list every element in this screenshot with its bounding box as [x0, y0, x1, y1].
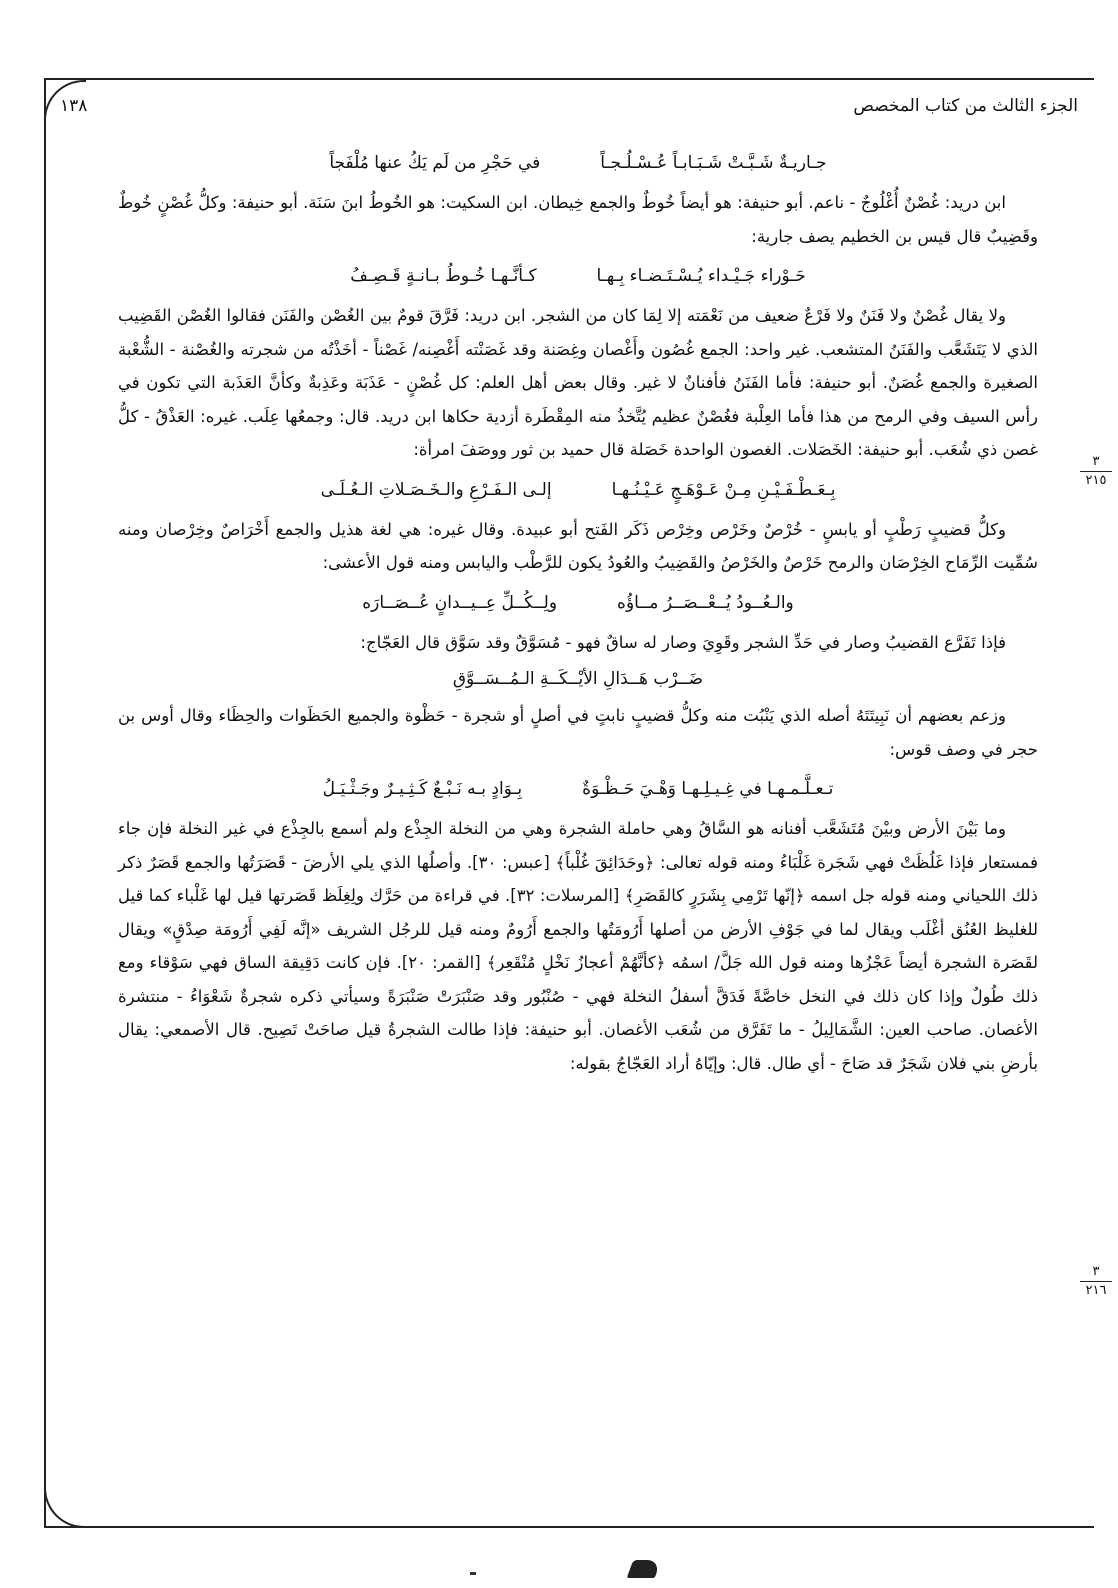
scan-dot [470, 1572, 476, 1575]
paragraph: ابن دريد: غُصْنٌ أُغْلُوجٌ - ناعم. أبو حنيفة: هو أيضاً خُوطٌ والجمع خِيطان. ابن السكيت: هو الخُوطُ ابنَ سَنَة. أبو حنيفة: وكلُّ غُصْنٍ خُوطٌ وقَضِيبٌ قال قيس بن الخطيم يصف جارية: [118, 193, 1038, 246]
verse-first-hemistich: والـعُــودُ يُــعْــصَــرُ مــاؤُه [617, 592, 794, 613]
margin-ref-page: ٢١٥ [1085, 473, 1107, 488]
verse-second-hemistich: إلـى الـفَـرْعِ والـخَـصَـلاتِ الـعُـلَـى [320, 479, 552, 500]
paragraph: وما بَيْنَ الأرض وبيْنَ مُتَشَعَّب أفنانه هو السَّاقُ وهي حاملة الشجرة وهي من النخلة الجِذْع ولم أسمع بالجِذْع في غير النخلة فإن جاء فمستعار فإذا غَلُظَتْ فهي شَجَرة غَلْبَاءُ ومنه قوله تعالى: ﴿وحَدَائِقَ غُلْباً﴾ [عبس: ٣٠]. وأصلُها الذي يلي الأرضَ - قَصَرَتُها والجمع قَصَرٌ ذكر ذلك اللحياني ومنه قوله جل اسمه ﴿إنّها تَرْمِي بِشَرَرٍ كالقَصَرِ﴾ [المرسلات: ٣٢]. في قراءة من حَرَّك ولِغِلَظ قَصَرتها قيل لها غَلْباء كما قيل للغليظ العُنُق أغْلَب ويقال لما في جَوْفِ الأرض من أصلها أَرُومَتُها والجمع أَرُومٌ ومنه قيل للرجُل الشريف «إنَّه لَفِي أَرُومَة صِدْقٍ» ويقال لقَصَرة الشجرة أيضاً عَجْزُها ومنه قول الله جَلَّ/ اسمُه ﴿كأنَّهُمْ أعجازُ نَخْلٍ مُنْقَعِر﴾ [القمر: ٢٠]. فإن كانت دَقِيقة الساق فهي سَوْقاء ومع ذلك طُولٌ وإذا كان ذلك في النخل خاصَّةً فَدَقَّ أسفلُ النخلة فهي - صُنْبُور وقد صَنْبَرَتْ صَنْبَرَةً وسيأتي ذكره شجرةٌ شَعْوَاءُ - منتشرة الأغصان. صاحب العين: الشَّمَالِيلُ - ما تَفَرَّق من شُعَب الأغصان. أبو حنيفة: فإذا طالت الشجرةُ قيل صاحَتْ تَصِيح. قال الأصمعي: يقال بأرضِ بني فلان شَجَرٌ قد صَاحَ - أي طال. قال: وإيّاهُ أراد العَجّاجُ بقوله: [118, 819, 1038, 1073]
verse-second-hemistich: في حَجْرِ من لَم يَكُ عنها مُلْفَجاً [329, 153, 541, 173]
header-title: الجزء الثالث من كتاب المخصص [853, 96, 1078, 116]
verse-first-hemistich: تـعـلَّـمـهـا في غِـيـلِـهـا وَهْـيَ حَـظْـوَةٌ [582, 779, 834, 799]
verse-second-hemistich: ولِــكُــلِّ عِــيــدانٍ عُــصَــارَه [362, 592, 558, 613]
verse-first-hemistich: بِـعَـطْـفَـيْـنِ مِـنْ عَـوْهَـجٍ عَـيْـنُـهـا [611, 479, 836, 500]
margin-ref-volume: ٣ [1080, 1265, 1112, 1282]
main-text [118, 140, 1038, 1080]
verse-line [118, 582, 1038, 624]
page-number: ١٣٨ [60, 96, 88, 116]
margin-reference [1080, 455, 1112, 488]
verse-second-hemistich: بِـوَادٍ بـه نَـبْـعٌ كَـثِـيـرٌ وجَـثْـيَـلُ [322, 779, 523, 799]
verse-second-hemistich: كـأنَّـهـا خُـوطُ بـانـةٍ قَـصِـفُ [350, 266, 537, 286]
running-header [60, 88, 1078, 124]
paragraph: وكلُّ قضيبٍ رَطْبٍ أو يابسٍ - خُرْصٌ وخَرْص وخِرْص ذَكَر الفَتح أبو عبيدة. وقال غيره: هي لغة هذيل والجمع أَخْرَاصٌ وخِرْصان ومنه سُمِّيت الرِّمَاح الخِرْصَان والرمح خَرْصٌ والخَرْصُ والقَضِيبُ والعُودُ يكون للرَّطْب واليابس ومنه قول الأعشى: [118, 519, 1038, 572]
paragraph: وزعم بعضهم أن نَبِيتَتَهُ أصله الذي يَنْبُت منه وكلُّ قضيبٍ نابتٍ في أصلٍ أو شجرة - حَظْوة والجميع الحَظَوات والحِظَاء وقال أوس بن حجر في وصف قوس: [118, 706, 1038, 759]
scan-mark [627, 1560, 662, 1578]
paragraph: ولا يقال غُصْنٌ ولا فَنَنٌ ولا فَرْعٌ ضعيف من نَعْمَته إلا لِمَا كان من الشجر. ابن دريد: فَرَّقَ قومٌ بين الغُصْن والفَنَن فقالوا الغُصْن القَضِيب الذي لا يَتَشَعَّب والفَنَنُ المتشعب. غير واحد: الجمع غُصُون وأَغْصان وغِصَنة وقد غَصَنْته أَغْصِنه/ غَصْناً - أخَذْتُه من شجرته والغُصْنة - الشُّعْبة الصغيرة والجمع غُصَنٌ. أبو حنيفة: فأما الفَنَنُ فأفنانٌ لا غير. وقال بعض أهل العلم: كل غُصْنٍ - عَذَبَة وعَذِبةٌ وكأنَّ العَذَبة التي تكون في رأس السيف وفي الرمح من هذا فأما العِلْبة فغُصْنٌ عظيم يُتَّخذُ منه المِقْطَرة أزدية حكاها ابن دريد. قال: وجمعُها عِلَب. غيره: العَذْقُ - كلُّ غصن ذي شُعَب. أبو حنيفة: الخَصَلات. الغصون الواحدة خَصَلة قال حميد بن ثور ووصَفَ امرأة: [118, 306, 1038, 459]
verse-line [118, 768, 1038, 810]
verse-line [118, 255, 1038, 297]
margin-ref-page: ٢١٦ [1085, 1283, 1107, 1298]
margin-ref-volume: ٣ [1080, 455, 1112, 472]
verse-first-hemistich: جـاريـةٌ شَـبَّـتْ شَـبَـابـاً عُـسْـلُـجـاً [600, 153, 827, 173]
paragraph: فإذا تَفَرَّع القضيبُ وصار في حَدِّ الشجر وقَوِيَ وصار له ساقٌ فهو - مُسَوَّقٌ وقد سَوَّق قال العَجّاج: [360, 632, 1006, 652]
verse-first-hemistich: حَـوْراء جَـيْـداء يُـسْـتَـضـاء بِـهـا [596, 266, 806, 286]
verse-line [118, 142, 1038, 184]
margin-reference [1080, 1265, 1112, 1298]
verse-line: ضَــرْب هَــدَالِ الأيْــكَــةِ الـمُــسَــوَّقِ [452, 669, 704, 689]
verse-line [118, 469, 1038, 511]
